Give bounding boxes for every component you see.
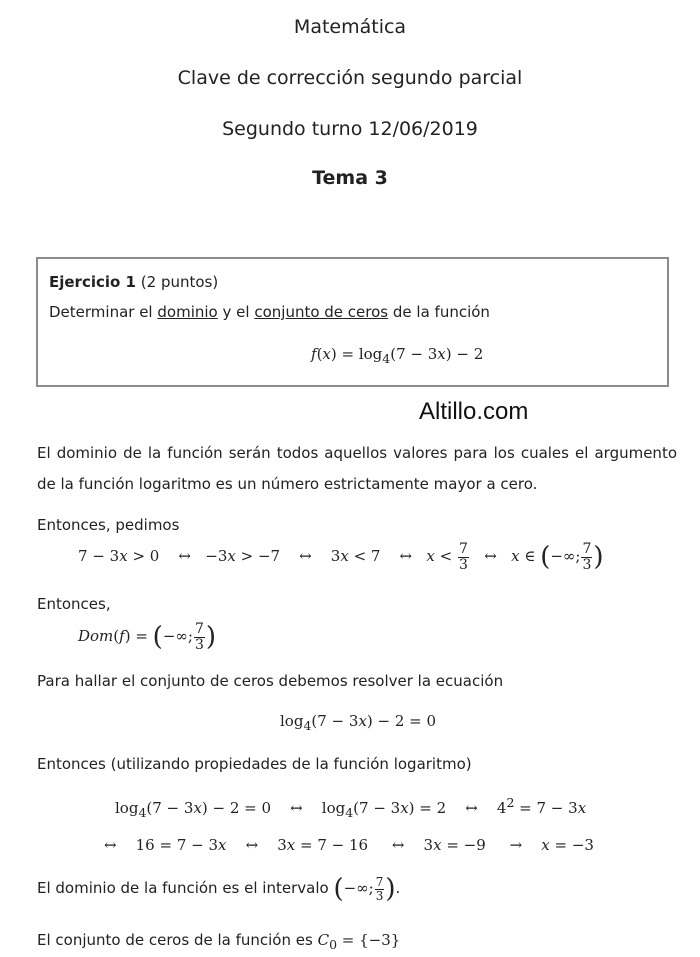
solve-step-1: $\log_4(7 - 3x) - 2 = 0$ ↔ $\log_4(7 - 3x) = 2$ ↔ $4^2 = 7 - 3x$ [115,795,587,820]
solve-step-2: ↔ 16 = 7 − 3x ↔ 3x = 7 − 16 ↔ 3x = −9 → x = −3 [104,836,594,854]
paragraph-entonces: Entonces, [37,595,111,613]
exercise-title: Ejercicio 1 [49,273,136,291]
exam-turn-date: Segundo turno 12/06/2019 [222,118,478,140]
domain-conclusion: El dominio de la función es el intervalo (−∞; $\frac{7}{3}$ ). [37,874,401,905]
zeros-conclusion: El conjunto de ceros de la función es $C_0 = \{-3\}$ [37,931,401,952]
domain-result: Dom(f) = (−∞; $\frac{7}{3}$ ) [78,621,217,653]
exercise-points: (2 puntos) [140,273,219,291]
document-title: Clave de corrección segundo parcial [177,67,523,89]
term-conjunto-ceros: conjunto de ceros [254,303,389,321]
term-dominio: dominio [157,303,218,321]
paragraph-domain-intro: El dominio de la función serán todos aquellos valores para los cuales el argumento de la función logaritmo es un número estrictamente mayor a cero. [37,444,677,493]
topic-heading: Tema 3 [312,167,388,189]
inequality-chain: 7 − 3x > 0 ↔ −3x > −7 ↔ 3x < 7 ↔ x < $\frac{7}{3}$ ↔ x ∈ (−∞; $\frac{7}{3}$ ) [78,541,604,573]
exercise-prompt: Determinar el dominio y el conjunto de ceros de la función [49,303,490,321]
exercise-title-line [49,273,218,291]
paragraph-entonces-pedimos: Entonces, pedimos [37,516,180,534]
watermark: Altillo.com [419,398,529,425]
function-formula: $f(x) = \log_4(7 - 3x) - 2$ [311,345,484,366]
subject-heading: Matemática [293,16,407,38]
zero-equation: $\log_4(7 - 3x) - 2 = 0$ [280,712,437,733]
paragraph-properties: Entonces (utilizando propiedades de la función logaritmo) [37,755,472,773]
paragraph-zeros-intro: Para hallar el conjunto de ceros debemos resolver la ecuación [37,672,504,690]
